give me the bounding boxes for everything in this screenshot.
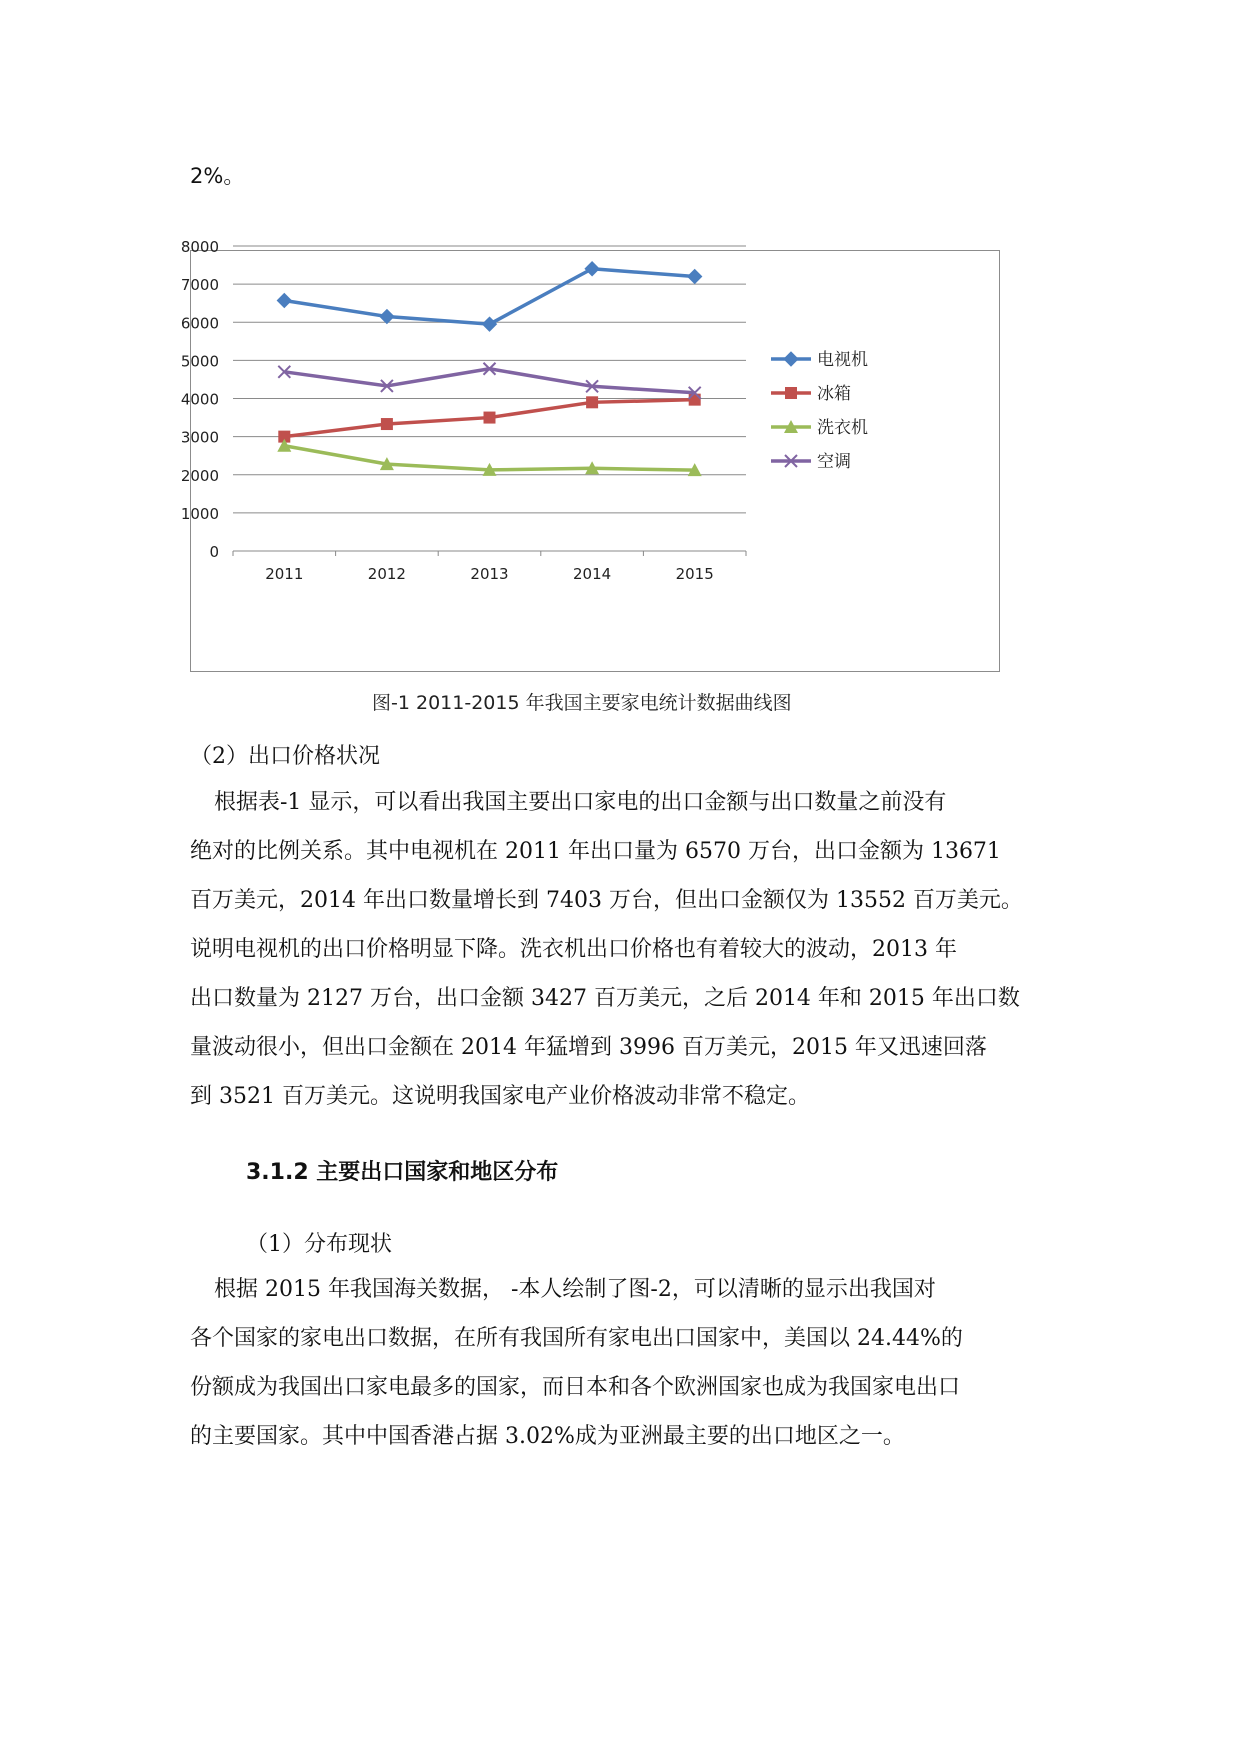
section-312-line: 各个国家的家电出口数据，在所有我国所有家电出口国家中，美国以 24.44%的 (190, 1326, 963, 1351)
data-point (484, 412, 496, 424)
x-tick-label: 2011 (265, 565, 304, 583)
data-point (688, 270, 702, 284)
data-point (277, 294, 291, 308)
section-312-subheading: （1）分布现状 (246, 1232, 392, 1257)
section-312-line: 份额成为我国出口家电最多的国家，而日本和各个欧洲国家也成为我国家电出口 (190, 1375, 961, 1400)
data-point (585, 262, 599, 276)
chart-svg (180, 238, 999, 671)
y-tick-label: 2000 (180, 466, 219, 485)
series-line-1 (284, 269, 694, 324)
legend-label: 洗衣机 (817, 418, 868, 438)
section-price-line: 量波动很小，但出口金额在 2014 年猛增到 3996 百万美元，2015 年又迅速回落 (190, 1035, 987, 1060)
section-price-line: 绝对的比例关系。其中电视机在 2011 年出口量为 6570 万台，出口金额为 13671 (190, 839, 1001, 864)
section-price-line: 百万美元，2014 年出口数量增长到 7403 万台，但出口金额仅为 13552 百万美元。 (190, 888, 1023, 913)
data-point (689, 394, 701, 406)
section-price-line: 说明电视机的出口价格明显下降。洗衣机出口价格也有着较大的波动，2013 年 (190, 937, 957, 962)
legend-label: 空调 (817, 452, 851, 472)
section-price-line: 出口数量为 2127 万台，出口金额 3427 百万美元，之后 2014 年和 2015 年出口数 (190, 986, 1020, 1011)
x-tick-label: 2015 (675, 565, 714, 583)
line-chart (180, 238, 1000, 672)
data-point (380, 310, 394, 324)
section-312-paragraph (190, 1265, 1060, 1461)
section-312-line: 的主要国家。其中中国香港占据 3.02%成为亚洲最主要的出口地区之一。 (190, 1424, 905, 1449)
y-tick-label: 3000 (180, 428, 219, 447)
legend-marker (785, 387, 797, 399)
y-tick-label: 8000 (180, 238, 219, 256)
data-point (483, 317, 497, 331)
data-point (381, 418, 393, 430)
section-312-line: 根据 2015 年我国海关数据， -本人绘制了图-2，可以清晰的显示出我国对 (214, 1277, 936, 1302)
section-price-paragraph (190, 778, 1060, 1121)
legend-label: 电视机 (817, 350, 868, 370)
y-tick-label: 0 (209, 543, 219, 561)
section-price-line: 根据表-1 显示，可以看出我国主要出口家电的出口金额与出口数量之前没有 (214, 790, 947, 815)
y-tick-label: 4000 (180, 390, 219, 409)
y-tick-label: 1000 (180, 504, 219, 523)
y-tick-label: 7000 (180, 276, 219, 295)
data-point (586, 396, 598, 408)
x-tick-label: 2013 (470, 565, 509, 583)
y-tick-label: 6000 (180, 314, 219, 333)
legend-label: 冰箱 (817, 384, 851, 404)
x-tick-label: 2012 (367, 565, 406, 583)
section-312-heading: 3.1.2 主要出口国家和地区分布 (246, 1160, 559, 1185)
x-tick-label: 2014 (573, 565, 612, 583)
y-tick-label: 5000 (180, 352, 219, 371)
section-price-line: 到 3521 百万美元。这说明我国家电产业价格波动非常不稳定。 (190, 1084, 810, 1109)
legend-marker (784, 352, 798, 366)
lead-text: 2%。 (190, 164, 245, 188)
section-price-heading: （2）出口价格状况 (190, 744, 380, 769)
figure-caption: 图-1 2011-2015 年我国主要家电统计数据曲线图 (372, 692, 792, 714)
series-line-4 (284, 369, 694, 393)
